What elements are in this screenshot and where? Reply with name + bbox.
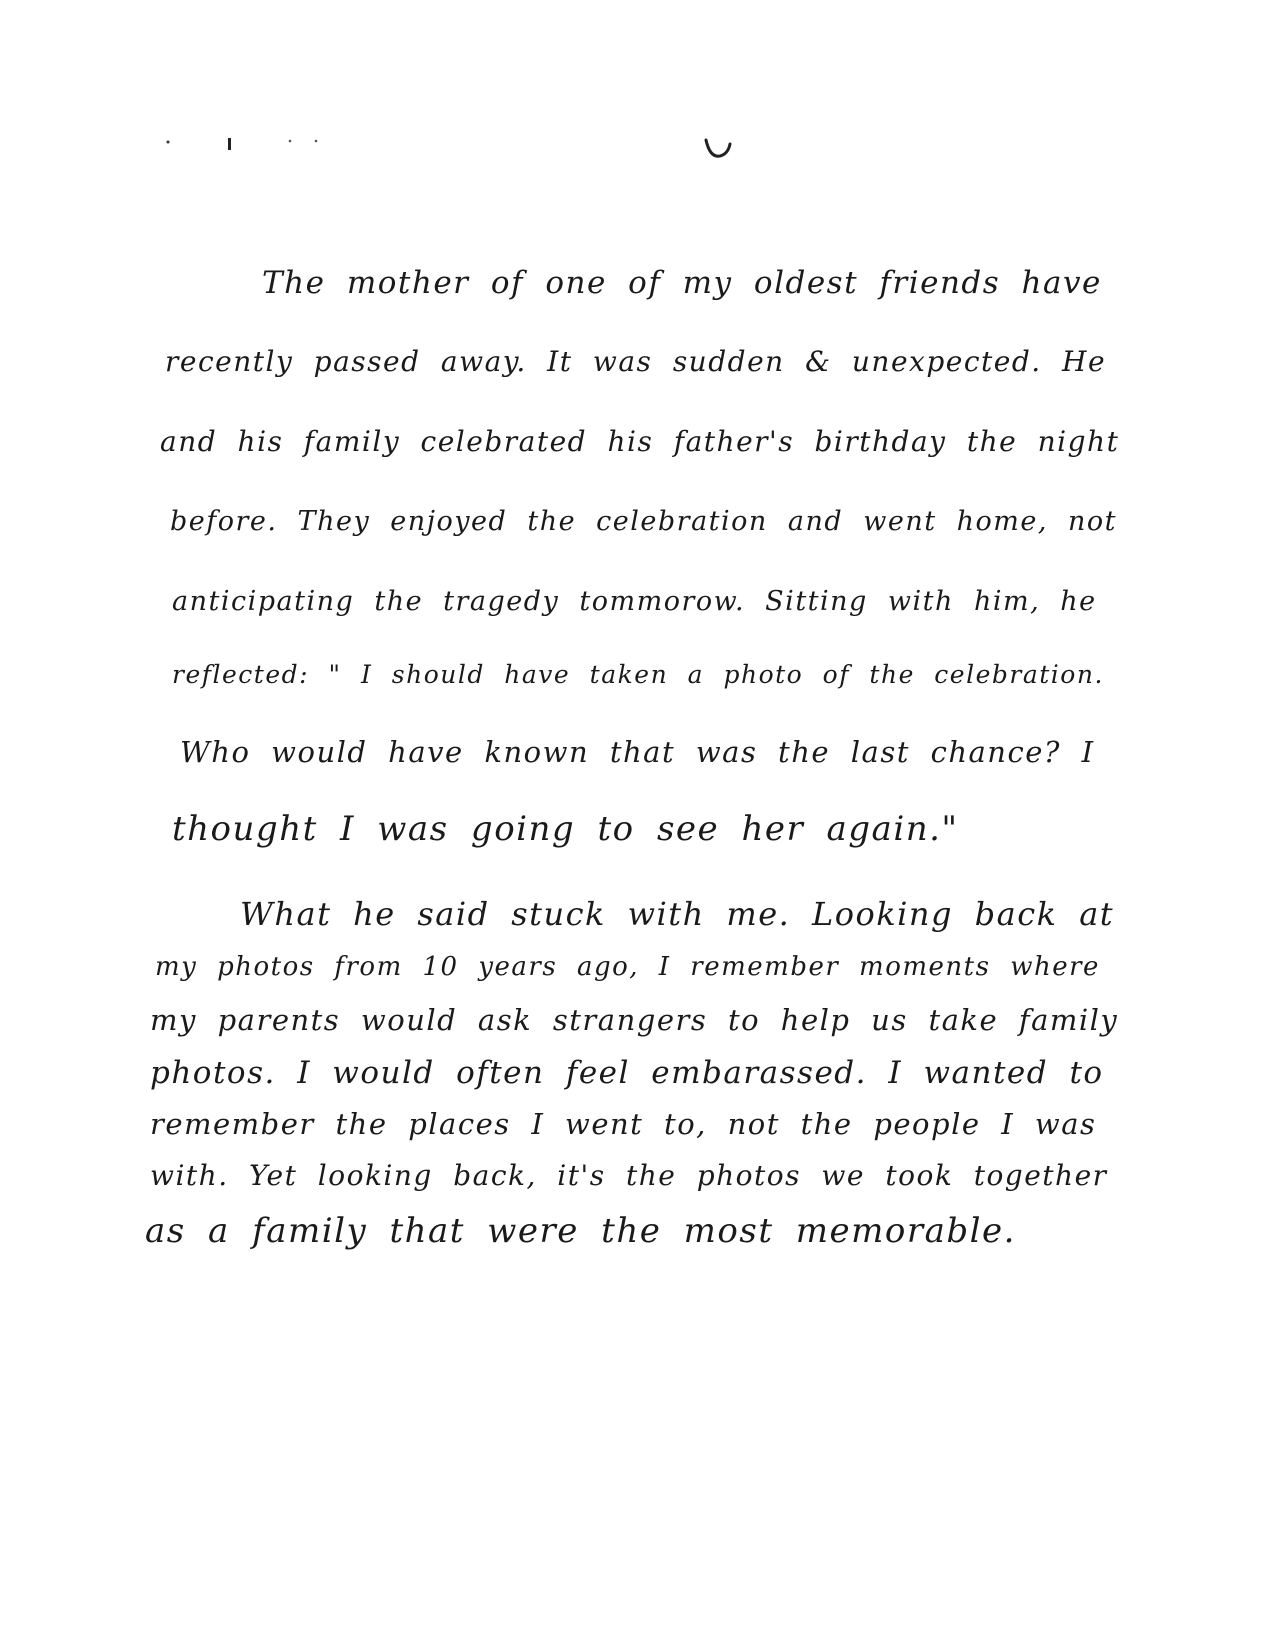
- paragraph-1-line-7: Who would have known that was the last chance? I: [180, 735, 1095, 769]
- paragraph-2-line-5: remember the places I went to, not the people I was: [150, 1107, 1097, 1141]
- paragraph-2-line-1: What he said stuck with me. Looking back at: [240, 895, 1115, 933]
- paragraph-2-line-4: photos. I would often feel embarassed. I wanted to: [150, 1055, 1104, 1091]
- cut-off-text-marks: [150, 132, 790, 172]
- paragraph-1-line-1: The mother of one of my oldest friends have: [262, 265, 1102, 301]
- paragraph-1-line-3: and his family celebrated his father's birthday the night: [160, 425, 1120, 458]
- paragraph-1-line-6: reflected: " I should have taken a photo of the celebration.: [172, 660, 1104, 689]
- paragraph-1-line-4: before. They enjoyed the celebration and went home, not: [170, 506, 1118, 537]
- paragraph-1-line-8: thought I was going to see her again.": [172, 809, 959, 849]
- paragraph-1-line-2: recently passed away. It was sudden & unexpected. He: [165, 345, 1107, 378]
- paragraph-1-line-5: anticipating the tragedy tommorow. Sitting with him, he: [172, 586, 1097, 617]
- paragraph-2-line-3: my parents would ask strangers to help us take family: [150, 1003, 1119, 1037]
- paragraph-2-line-6: with. Yet looking back, it's the photos we took together: [150, 1159, 1108, 1192]
- paragraph-2-line-7: as a family that were the most memorable.: [145, 1211, 1016, 1251]
- paragraph-2-line-2: my photos from 10 years ago, I remember moments where: [155, 952, 1100, 982]
